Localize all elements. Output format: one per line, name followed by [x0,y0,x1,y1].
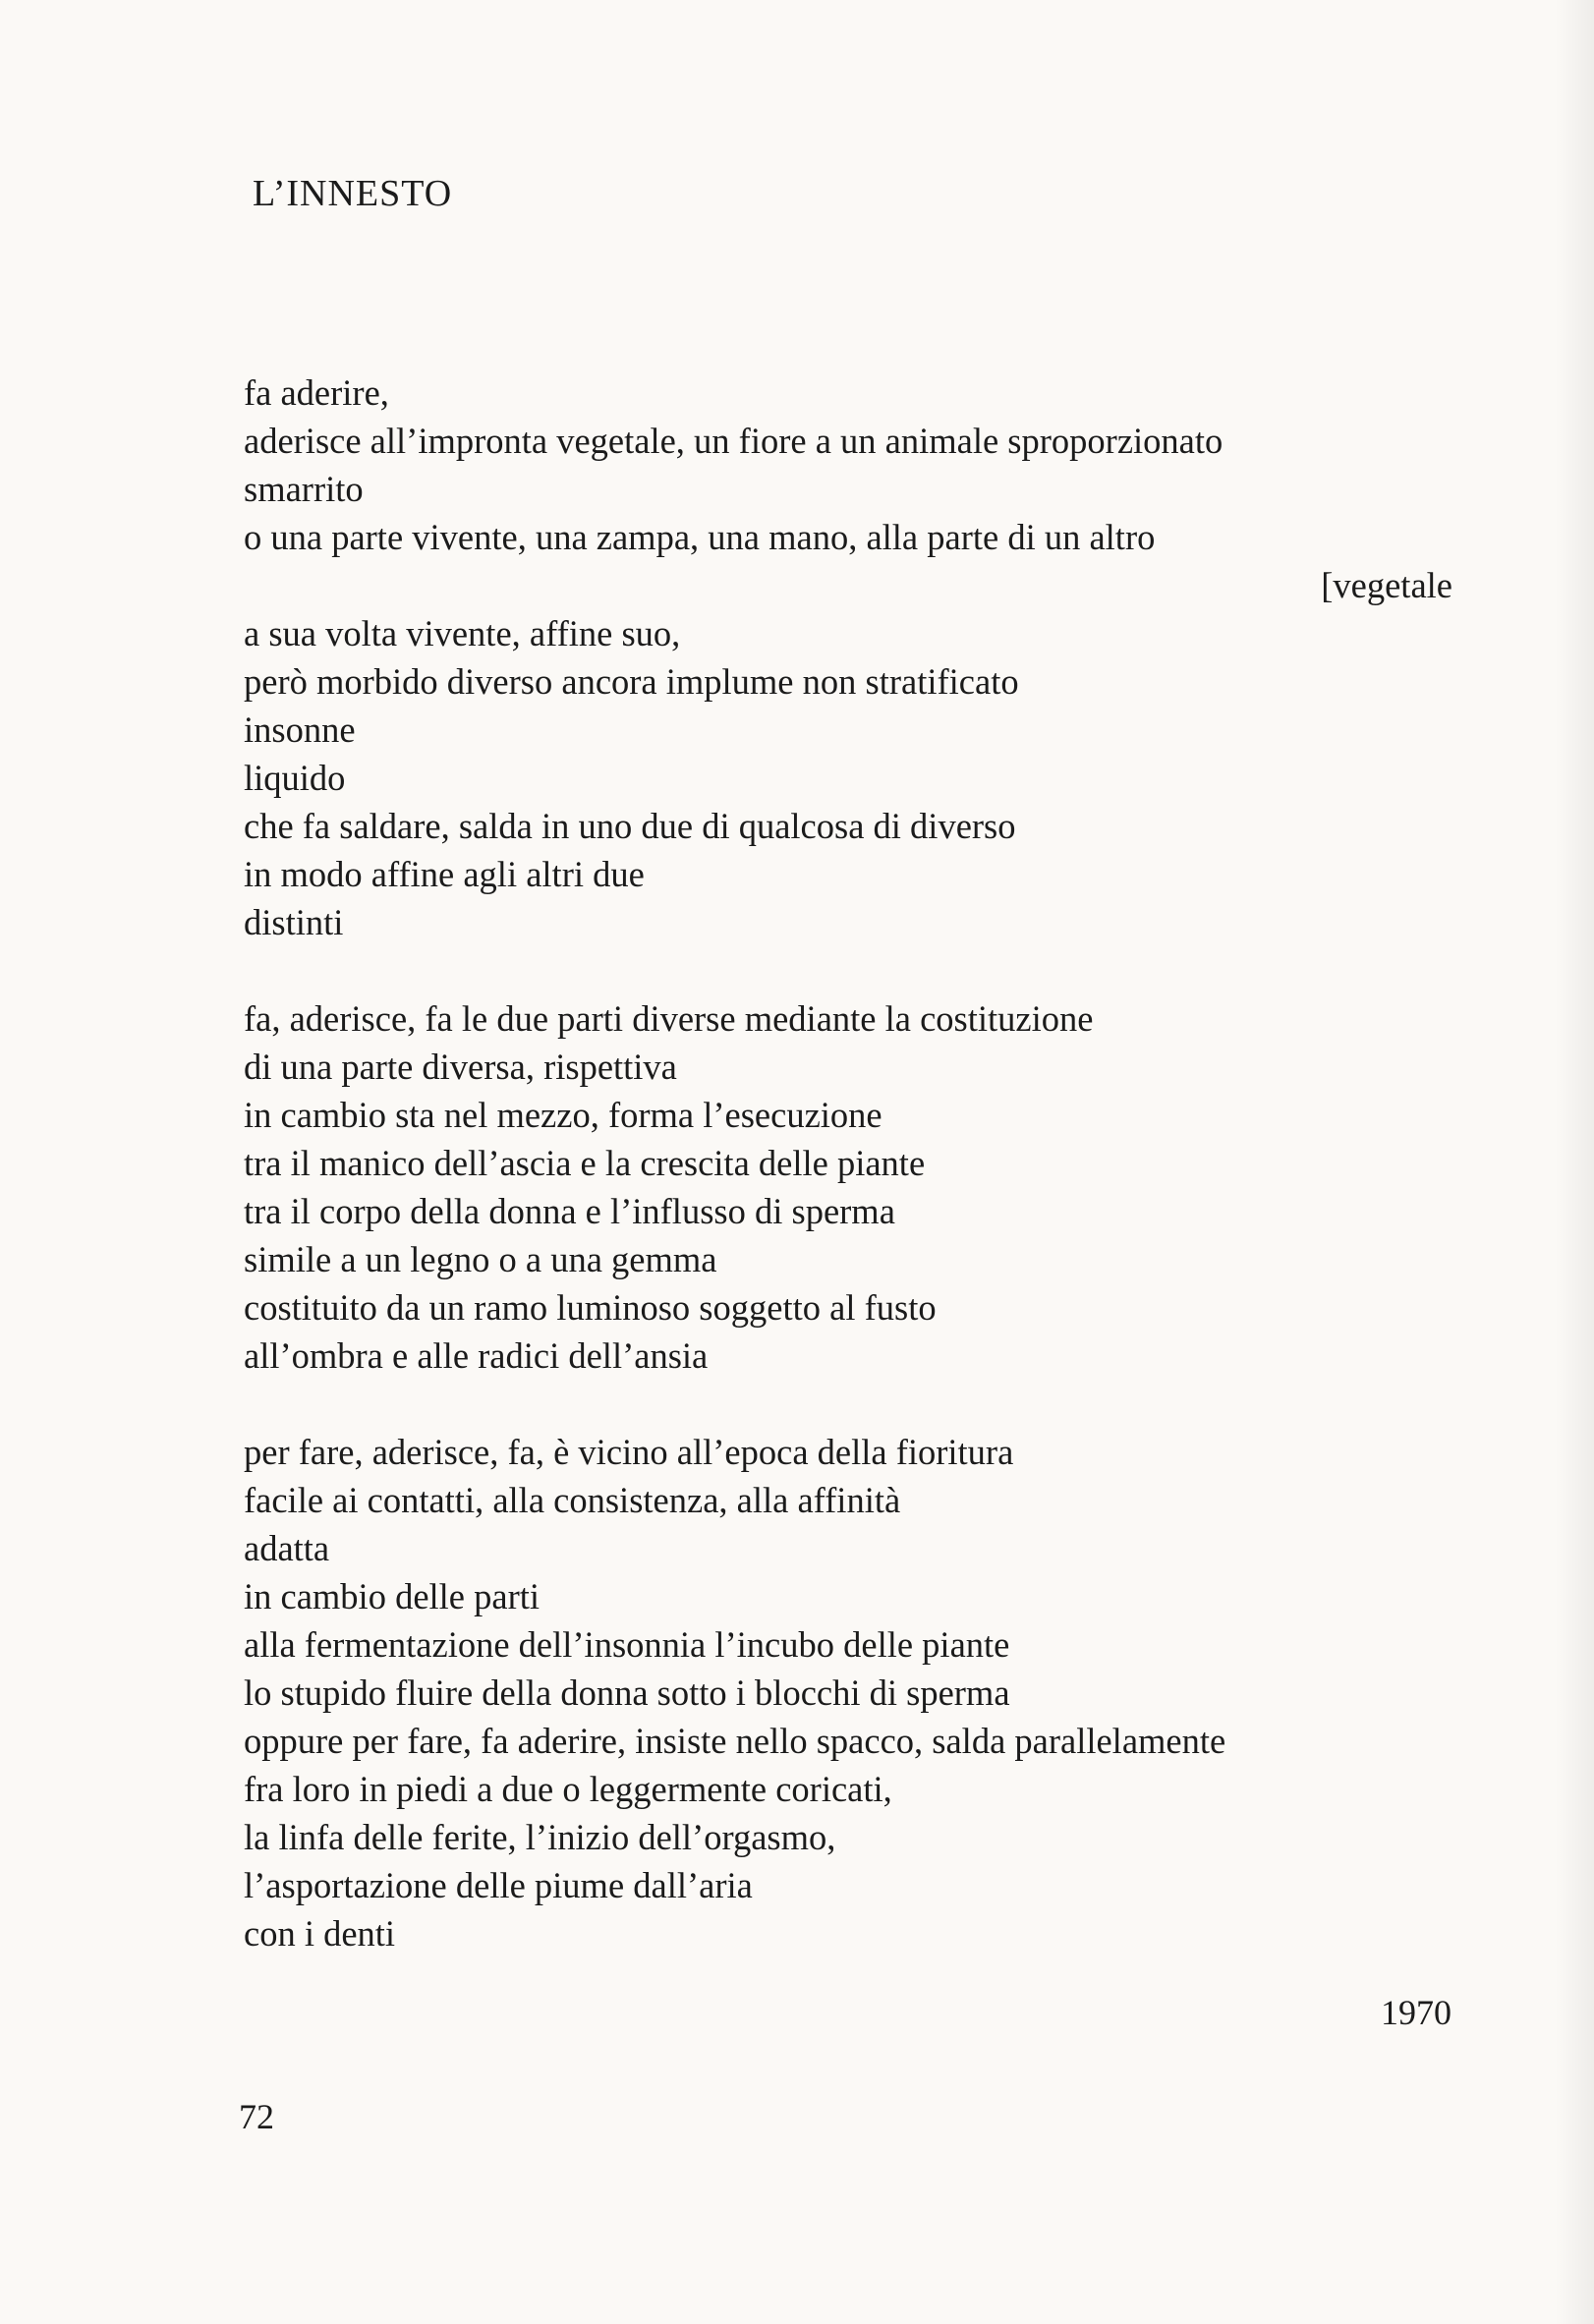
poem-line: liquido [244,758,346,798]
poem-line-continuation: [vegetale [1321,565,1452,605]
poem-line: simile a un legno o a una gemma [244,1239,717,1279]
poem-line: in cambio sta nel mezzo, forma l’esecuzione [244,1095,882,1135]
poem-line: per fare, aderisce, fa, è vicino all’epoca della fioritura [244,1432,1014,1472]
poem-title: L’INNESTO [253,173,453,214]
stanza-2 [244,994,1452,1380]
poem-line: o una parte vivente, una zampa, una mano, alla parte di un altro [244,517,1156,557]
poem-line: facile ai contatti, alla consistenza, alla affinità [244,1480,901,1520]
poem-line: fa aderire, [244,372,389,413]
poem-line: insonne [244,709,356,750]
poem-line: l’asportazione delle piume dall’aria [244,1865,753,1905]
poem-line: smarrito [244,469,364,509]
poem-body [244,368,1452,1957]
poem-line: oppure per fare, fa aderire, insiste nello spacco, salda parallelamente [244,1721,1226,1761]
stanza-3 [244,1428,1452,1957]
poem-line: alla fermentazione dell’insonnia l’incubo delle piante [244,1624,1010,1665]
poem-line: fra loro in piedi a due o leggermente coricati, [244,1769,892,1809]
page-number: 72 [239,2097,274,2136]
poem-line: però morbido diverso ancora implume non stratificato [244,661,1019,702]
poem-line: che fa saldare, salda in uno due di qualcosa di diverso [244,806,1016,846]
poem-line: fa, aderisce, fa le due parti diverse mediante la costituzione [244,998,1094,1039]
poem-year: 1970 [1381,1993,1452,2032]
poem-line: in cambio delle parti [244,1576,541,1616]
poem-line: tra il manico dell’ascia e la crescita delle piante [244,1143,926,1183]
page-edge-shadow [1555,0,1594,2324]
stanza-1 [244,368,1452,946]
poem-line: costituito da un ramo luminoso soggetto al fusto [244,1287,937,1328]
poem-line: aderisce all’impronta vegetale, un fiore a un animale sproporzionato [244,421,1224,461]
poem-line: distinti [244,902,344,942]
poem-line: in modo affine agli altri due [244,854,645,894]
poem-line: con i denti [244,1913,396,1954]
poem-line: la linfa delle ferite, l’inizio dell’orgasmo, [244,1817,836,1857]
poem-line: lo stupido fluire della donna sotto i blocchi di sperma [244,1672,1010,1713]
poem-line: a sua volta vivente, affine suo, [244,613,681,653]
poem-line: tra il corpo della donna e l’influsso di sperma [244,1191,895,1231]
poem-line: di una parte diversa, rispettiva [244,1047,677,1087]
poem-line: all’ombra e alle radici dell’ansia [244,1335,709,1376]
poem-line: adatta [244,1528,330,1568]
